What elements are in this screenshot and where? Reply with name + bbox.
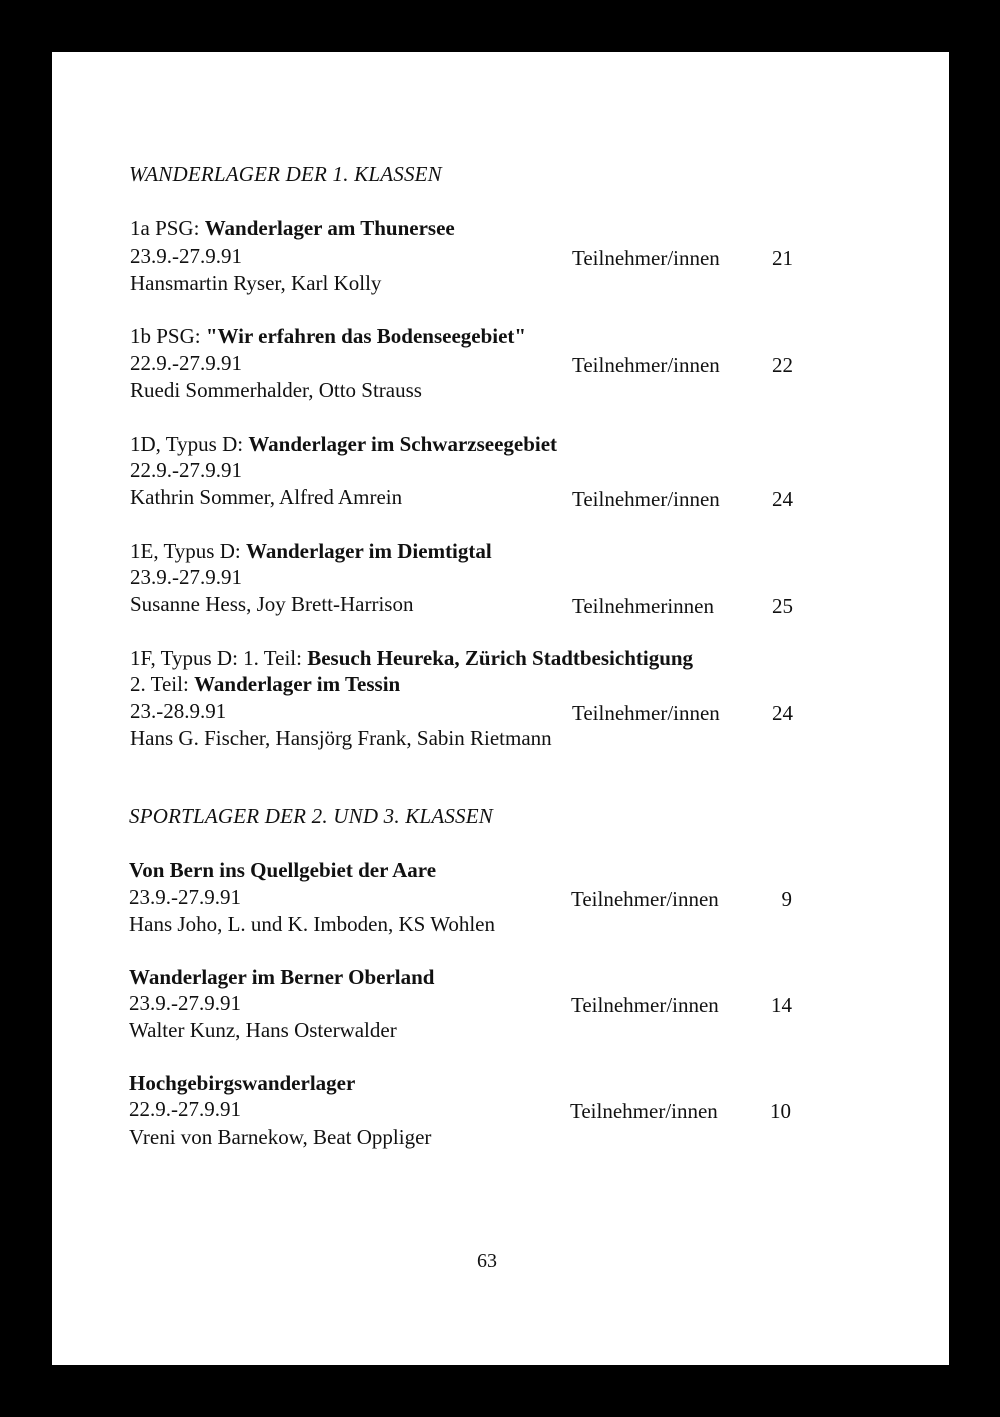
entry-leaders: Susanne Hess, Joy Brett-Harrison	[130, 592, 414, 616]
entry-title-bold: Wanderlager im Berner Oberland	[129, 965, 435, 989]
entry-title-bold: "Wir erfahren das Bodenseegebiet"	[205, 324, 527, 348]
entry-leaders: Walter Kunz, Hans Osterwalder	[129, 1018, 397, 1042]
entry-date: 23.9.-27.9.91	[130, 244, 242, 268]
entry-title-bold: Von Bern ins Quellgebiet der Aare	[129, 858, 437, 882]
participants-label: Teilnehmer/innen	[572, 246, 720, 270]
entry-date: 23.-28.9.91	[130, 699, 227, 723]
entry-title-prefix: 1a PSG:	[130, 216, 205, 240]
entry-title	[130, 539, 492, 564]
entry-date: 22.9.-27.9.91	[130, 458, 242, 482]
entry-title	[129, 1071, 355, 1096]
participants-count: 25	[772, 594, 793, 618]
entry-date: 23.9.-27.9.91	[129, 885, 241, 909]
entry-title-prefix: 1b PSG:	[130, 324, 206, 348]
entry-title	[130, 324, 526, 349]
entry-title-prefix: 1D, Typus D:	[130, 432, 249, 456]
participants-count: 14	[771, 993, 792, 1017]
entry-title2-bold: Wanderlager im Tessin	[194, 672, 401, 696]
entry-title-bold: Besuch Heureka, Zürich Stadtbesichtigung	[307, 646, 694, 670]
entry-title	[130, 646, 693, 671]
participants-count: 10	[770, 1099, 791, 1123]
entry-title-bold: Wanderlager am Thunersee	[204, 216, 455, 240]
entry-leaders: Vreni von Barnekow, Beat Oppliger	[129, 1125, 432, 1149]
entry-title2-prefix: 2. Teil:	[130, 672, 195, 696]
participants-label: Teilnehmer/innen	[572, 487, 720, 511]
entry-title-bold: Wanderlager im Diemtigtal	[245, 539, 492, 563]
entry-date: 22.9.-27.9.91	[129, 1097, 241, 1121]
entry-title	[129, 858, 436, 883]
entry-title	[130, 432, 557, 457]
entry-leaders: Hans G. Fischer, Hansjörg Frank, Sabin Rietmann	[130, 726, 552, 750]
participants-count: 24	[772, 701, 793, 725]
entry-leaders: Kathrin Sommer, Alfred Amrein	[130, 485, 403, 509]
participants-label: Teilnehmer/innen	[570, 1099, 718, 1123]
participants-count: 21	[772, 246, 793, 270]
participants-count: 9	[781, 887, 792, 911]
entry-title-bold: Wanderlager im Schwarzseegebiet	[248, 432, 558, 456]
participants-label: Teilnehmer/innen	[572, 353, 720, 377]
document-page	[52, 52, 949, 1365]
entry-leaders: Ruedi Sommerhalder, Otto Strauss	[130, 378, 422, 402]
entry-date: 23.9.-27.9.91	[130, 565, 242, 589]
section-title-wanderlager: WANDERLAGER DER 1. KLASSEN	[129, 162, 442, 186]
entry-date: 22.9.-27.9.91	[130, 351, 242, 375]
section-title-sportlager: SPORTLAGER DER 2. UND 3. KLASSEN	[129, 804, 493, 828]
entry-title-prefix: 1E, Typus D:	[130, 539, 246, 563]
participants-label: Teilnehmerinnen	[572, 594, 714, 618]
entry-title	[130, 216, 455, 241]
entry-title-prefix: 1F, Typus D: 1. Teil:	[130, 646, 308, 670]
page-number: 63	[477, 1250, 497, 1272]
participants-count: 24	[772, 487, 793, 511]
entry-title-bold: Hochgebirgswanderlager	[129, 1071, 356, 1095]
participants-label: Teilnehmer/innen	[571, 993, 719, 1017]
entry-leaders: Hans Joho, L. und K. Imboden, KS Wohlen	[129, 912, 495, 936]
participants-label: Teilnehmer/innen	[572, 701, 720, 725]
entry-title-second-line	[130, 672, 400, 697]
entry-leaders: Hansmartin Ryser, Karl Kolly	[130, 271, 382, 295]
participants-label: Teilnehmer/innen	[571, 887, 719, 911]
entry-date: 23.9.-27.9.91	[129, 991, 241, 1015]
entry-title	[129, 965, 434, 990]
participants-count: 22	[772, 353, 793, 377]
